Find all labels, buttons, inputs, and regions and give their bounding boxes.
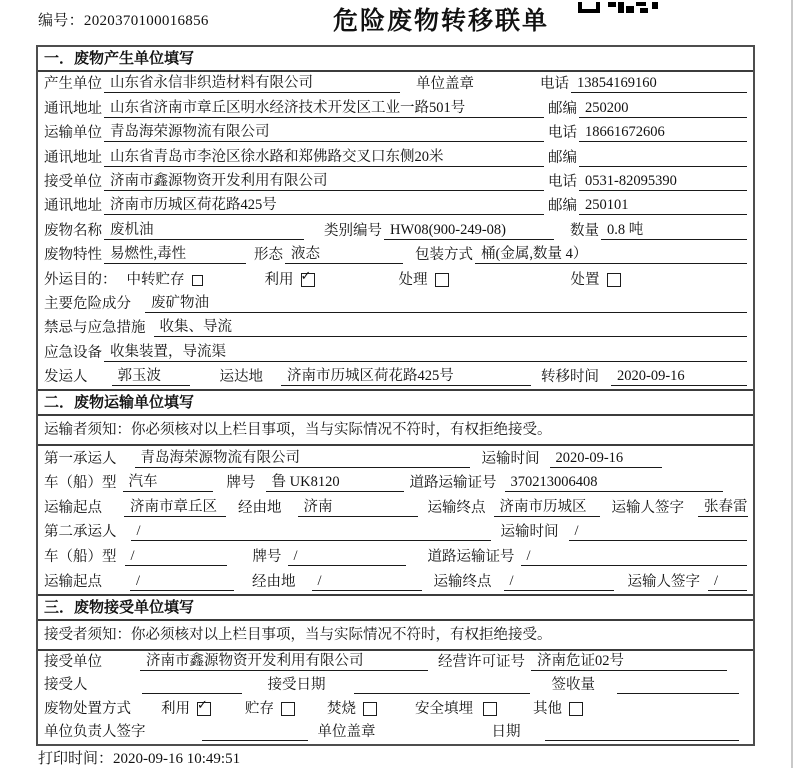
disposal-method-label: 废物处置方式 bbox=[44, 700, 131, 717]
transfer-time-label: 转移时间 bbox=[541, 369, 599, 386]
producer-phone-value: 13854169160 bbox=[571, 75, 747, 93]
section2-title: 二．废物运输单位填写 bbox=[38, 389, 753, 416]
purpose-option-disposal-label: 处置 bbox=[570, 271, 600, 288]
producer-zip-label: 邮编 bbox=[548, 100, 577, 117]
consignor-label: 发运人 bbox=[44, 369, 88, 386]
transfer-time-value: 2020-09-16 bbox=[611, 368, 747, 386]
category-code-value: HW08(900-249-08) bbox=[384, 222, 554, 240]
via2-label: 经由地 bbox=[252, 573, 296, 590]
receiver-zip-label: 邮编 bbox=[548, 198, 577, 215]
first-carrier-row bbox=[38, 446, 753, 471]
manifest-table bbox=[36, 45, 755, 746]
receiver-seal-label: 单位盖章 bbox=[317, 724, 376, 741]
unit-seal-label: 单位盖章 bbox=[416, 76, 474, 93]
vehicle-type2-value: / bbox=[125, 548, 227, 566]
disposal-storage-checkbox bbox=[281, 702, 295, 716]
purpose-row bbox=[38, 267, 753, 291]
first-carrier-value: 青岛海荣源物流有限公司 bbox=[135, 446, 470, 468]
form-label: 形态 bbox=[254, 247, 283, 264]
route2-row bbox=[38, 569, 753, 594]
hazard-component-row bbox=[38, 292, 753, 316]
transporter-label: 运输单位 bbox=[44, 125, 102, 142]
origin2-value: / bbox=[130, 573, 234, 591]
second-carrier-value: / bbox=[131, 523, 491, 541]
accept-date-label: 接受日期 bbox=[267, 677, 326, 694]
taboo-measures-value: 收集、导流 bbox=[154, 315, 748, 337]
seal-date-value bbox=[545, 724, 740, 741]
producer-address-row bbox=[38, 96, 753, 120]
receiver-notice: 接受者须知：你必须核对以上栏目事项，当与实际情况不符时，有权拒绝接受。 bbox=[38, 621, 753, 651]
transporter-value: 青岛海荣源物流有限公司 bbox=[104, 120, 544, 142]
taboo-measures-label: 禁忌与应急措施 bbox=[44, 320, 146, 337]
print-time-value: 2020-09-16 10:49:51 bbox=[113, 751, 241, 767]
seal-date-label: 日期 bbox=[491, 724, 521, 741]
serial-label: 编号： bbox=[38, 13, 84, 29]
emergency-equipment-label: 应急设备 bbox=[44, 344, 102, 361]
waste-name-row bbox=[38, 218, 753, 242]
receiver-address-label: 通讯地址 bbox=[44, 198, 102, 215]
disposal-landfill-checkbox bbox=[483, 702, 497, 716]
origin2-label: 运输起点 bbox=[44, 573, 102, 590]
packing-value: 桶(金属,数量 4） bbox=[475, 242, 747, 264]
producer-address-value: 山东省济南市章丘区明水经济技术开发区工业一路501号 bbox=[104, 96, 544, 118]
terminal1-label: 运输终点 bbox=[427, 499, 486, 516]
transit-storage-checkbox bbox=[192, 275, 203, 286]
purpose-option-use-label: 利用 bbox=[264, 271, 294, 288]
chief-signature-label: 单位负责人签字 bbox=[44, 724, 146, 741]
route1-row bbox=[38, 495, 753, 520]
taboo-measures-row bbox=[38, 316, 753, 340]
road-permit2-value: / bbox=[521, 548, 748, 566]
consignor-row bbox=[38, 365, 753, 389]
transporter-sign2-label: 运输人签字 bbox=[627, 573, 700, 590]
treatment-checkbox bbox=[435, 273, 449, 287]
disposal-use-checkbox bbox=[197, 702, 211, 716]
waste-name-value: 废机油 bbox=[104, 218, 304, 240]
chief-signature-value bbox=[202, 724, 308, 741]
accept-date-value bbox=[354, 677, 530, 694]
vehicle-type2-label: 车（船）型 bbox=[44, 549, 117, 566]
quantity-value: 0.8 吨 bbox=[601, 218, 747, 240]
license-value: 济南危证02号 bbox=[531, 649, 727, 671]
producer-value: 山东省永信非织造材料有限公司 bbox=[104, 71, 400, 93]
receiver-row bbox=[38, 170, 753, 194]
waste-character-value: 易燃性,毒性 bbox=[104, 242, 246, 264]
accepting-unit-value: 济南市鑫源物资开发利用有限公司 bbox=[140, 649, 428, 671]
receiver-zip-value: 250101 bbox=[579, 197, 747, 215]
purpose-option-treatment-label: 处理 bbox=[398, 271, 428, 288]
page-title: 危险废物转移联单 bbox=[333, 8, 550, 35]
producer-address-label: 通讯地址 bbox=[44, 100, 102, 117]
second-carrier-row bbox=[38, 520, 753, 545]
signed-amount-value bbox=[617, 677, 739, 694]
section3-title: 三．废物接受单位填写 bbox=[38, 594, 753, 621]
receiver-value: 济南市鑫源物资开发利用有限公司 bbox=[104, 169, 544, 191]
purpose-option-transit-storage-label: 中转贮存 bbox=[126, 271, 185, 288]
consignor-value: 郭玉波 bbox=[112, 364, 190, 386]
via1-value: 济南 bbox=[298, 495, 418, 517]
producer-label: 产生单位 bbox=[44, 76, 102, 93]
recipient-value bbox=[142, 677, 242, 694]
section1-title: 一．废物产生单位填写 bbox=[38, 47, 753, 72]
transporter-address-label: 通讯地址 bbox=[44, 149, 102, 166]
transporter-zip-value bbox=[579, 150, 747, 167]
serial-number-line bbox=[38, 9, 209, 30]
packing-label: 包装方式 bbox=[415, 247, 473, 264]
transporter-phone-value: 18661672606 bbox=[579, 124, 747, 142]
transporter-zip-label: 邮编 bbox=[548, 149, 577, 166]
print-time-line bbox=[38, 747, 240, 768]
form-value: 液态 bbox=[285, 242, 403, 264]
print-time-label: 打印时间： bbox=[38, 751, 114, 767]
page-edge-divider bbox=[791, 0, 793, 768]
terminal2-value: / bbox=[504, 573, 614, 591]
destination-label: 运达地 bbox=[219, 369, 263, 386]
hazard-component-label: 主要危险成分 bbox=[44, 295, 131, 312]
producer-phone-label: 电话 bbox=[540, 76, 569, 93]
origin1-label: 运输起点 bbox=[44, 499, 102, 516]
serial-value: 2020370100016856 bbox=[83, 13, 209, 29]
disposal-other-checkbox bbox=[569, 702, 583, 716]
second-carrier-label: 第二承运人 bbox=[44, 524, 117, 541]
transporter-sign1-label: 运输人签字 bbox=[611, 499, 684, 516]
terminal2-label: 运输终点 bbox=[433, 573, 492, 590]
transporter-sign2-value: / bbox=[708, 573, 747, 591]
license-label: 经营许可证号 bbox=[438, 654, 525, 671]
receiver-address-value: 济南市历城区荷花路425号 bbox=[104, 193, 544, 215]
disposal-incineration-checkbox bbox=[363, 702, 377, 716]
terminal1-value: 济南市历城区 bbox=[494, 495, 600, 517]
disposal-option-landfill-label: 安全填埋 bbox=[415, 700, 473, 717]
vehicle1-row bbox=[38, 471, 753, 496]
receiver-phone-value: 0531-82095390 bbox=[579, 173, 747, 191]
waste-character-row bbox=[38, 243, 753, 267]
disposal-option-storage-label: 贮存 bbox=[245, 700, 274, 717]
road-permit2-label: 道路运输证号 bbox=[427, 549, 515, 566]
first-carrier-label: 第一承运人 bbox=[44, 450, 117, 467]
via2-value: / bbox=[312, 573, 422, 591]
disposal-option-incineration-label: 焚烧 bbox=[327, 700, 356, 717]
transporter-notice: 运输者须知：你必须核对以上栏目事项，当与实际情况不符时，有权拒绝接受。 bbox=[38, 416, 753, 446]
producer-row bbox=[38, 72, 753, 96]
transport-time2-value: / bbox=[569, 523, 748, 541]
quantity-label: 数量 bbox=[570, 222, 599, 239]
plate1-label: 牌号 bbox=[226, 475, 256, 492]
transport-time1-value: 2020-09-16 bbox=[550, 450, 662, 468]
road-permit1-value: 370213006408 bbox=[505, 474, 723, 492]
emergency-equipment-value: 收集装置，导流渠 bbox=[104, 340, 747, 362]
transporter-phone-label: 电话 bbox=[548, 125, 577, 142]
recipient-label: 接受人 bbox=[44, 677, 88, 694]
plate2-value: / bbox=[288, 548, 406, 566]
hazard-component-value: 废矿物油 bbox=[145, 291, 747, 313]
destination-value: 济南市历城区荷花路425号 bbox=[281, 364, 531, 386]
disposal-option-other-label: 其他 bbox=[533, 700, 562, 717]
accepting-unit-row bbox=[38, 651, 753, 674]
disposal-option-use-label: 利用 bbox=[161, 700, 190, 717]
accepting-unit-label: 接受单位 bbox=[44, 654, 102, 671]
signed-amount-label: 签收量 bbox=[551, 677, 595, 694]
road-permit1-label: 道路运输证号 bbox=[409, 475, 497, 492]
disposal-method-row bbox=[38, 697, 753, 720]
section2-body bbox=[38, 446, 753, 594]
vehicle-type1-value: 汽车 bbox=[123, 470, 213, 492]
recipient-row bbox=[38, 674, 753, 697]
via1-label: 经由地 bbox=[238, 499, 282, 516]
receiver-label: 接受单位 bbox=[44, 173, 102, 190]
transporter-row bbox=[38, 121, 753, 145]
vehicle-type1-label: 车（船）型 bbox=[44, 475, 117, 492]
qr-code-icon bbox=[578, 0, 662, 18]
purpose-label: 外运目的： bbox=[44, 271, 117, 288]
producer-zip-value: 250200 bbox=[579, 100, 747, 118]
origin1-value: 济南市章丘区 bbox=[124, 495, 226, 517]
vehicle2-row bbox=[38, 544, 753, 569]
plate2-label: 牌号 bbox=[252, 549, 282, 566]
transporter-address-value: 山东省青岛市李沧区徐水路和郑佛路交叉口东侧20米 bbox=[104, 145, 544, 167]
chief-signature-row bbox=[38, 721, 753, 744]
transporter-sign1-value: 张春雷 bbox=[698, 495, 748, 517]
transporter-address-row bbox=[38, 145, 753, 169]
use-checkbox bbox=[301, 273, 315, 287]
waste-character-label: 废物特性 bbox=[44, 247, 102, 264]
category-code-label: 类别编号 bbox=[324, 222, 382, 239]
disposal-checkbox bbox=[607, 273, 621, 287]
plate1-value: 鲁 UK8120 bbox=[266, 470, 404, 492]
section1-body bbox=[38, 72, 753, 389]
section3-body bbox=[38, 651, 753, 745]
transport-time2-label: 运输时间 bbox=[500, 524, 559, 541]
receiver-address-row bbox=[38, 194, 753, 218]
receiver-phone-label: 电话 bbox=[548, 173, 577, 190]
transport-time1-label: 运输时间 bbox=[481, 450, 540, 467]
waste-name-label: 废物名称 bbox=[44, 222, 102, 239]
emergency-equipment-row bbox=[38, 340, 753, 364]
